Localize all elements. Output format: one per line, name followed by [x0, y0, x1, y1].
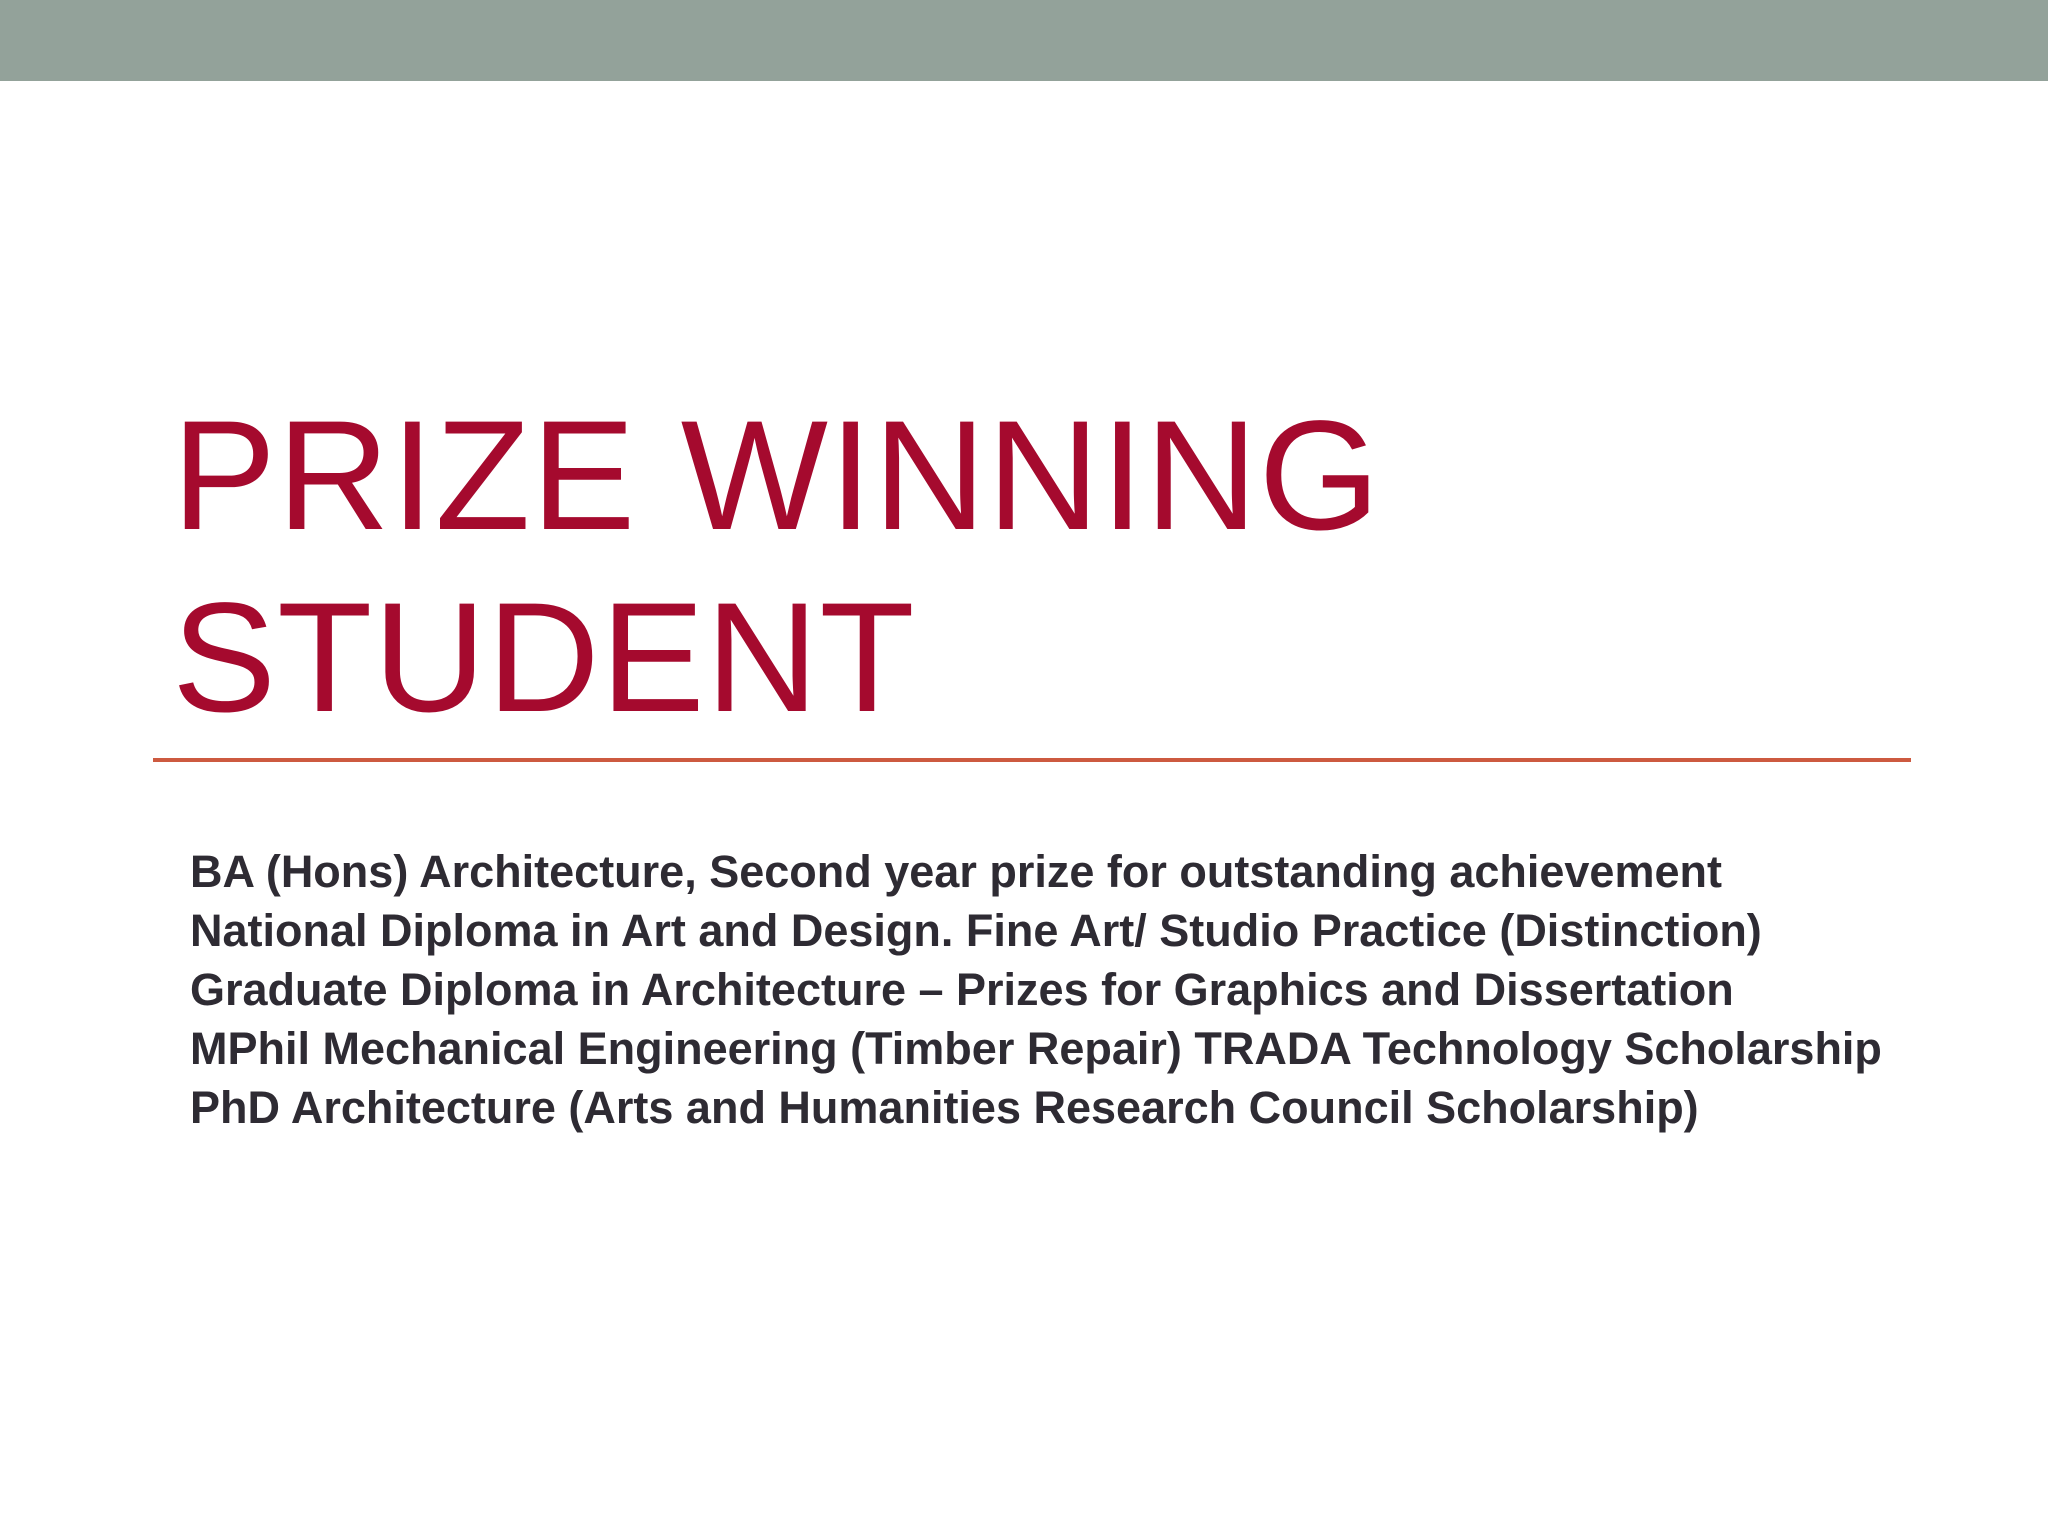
list-item: PhD Architecture (Arts and Humanities Research Council Scholarship) — [190, 1082, 1699, 1133]
title-line-2: STUDENT — [172, 571, 916, 745]
title-divider — [153, 758, 1911, 762]
slide-title — [172, 385, 1872, 749]
list-item: BA (Hons) Architecture, Second year prize for outstanding achievement — [190, 846, 1722, 897]
list-item: MPhil Mechanical Engineering (Timber Repair) TRADA Technology Scholarship — [190, 1023, 1882, 1074]
title-line-1: PRIZE WINNING — [172, 389, 1381, 563]
achievements-list — [190, 846, 1910, 1144]
top-accent-bar — [0, 0, 2048, 81]
list-item: Graduate Diploma in Architecture – Prizes for Graphics and Dissertation — [190, 964, 1734, 1015]
list-item: National Diploma in Art and Design. Fine Art/ Studio Practice (Distinction) — [190, 905, 1762, 956]
